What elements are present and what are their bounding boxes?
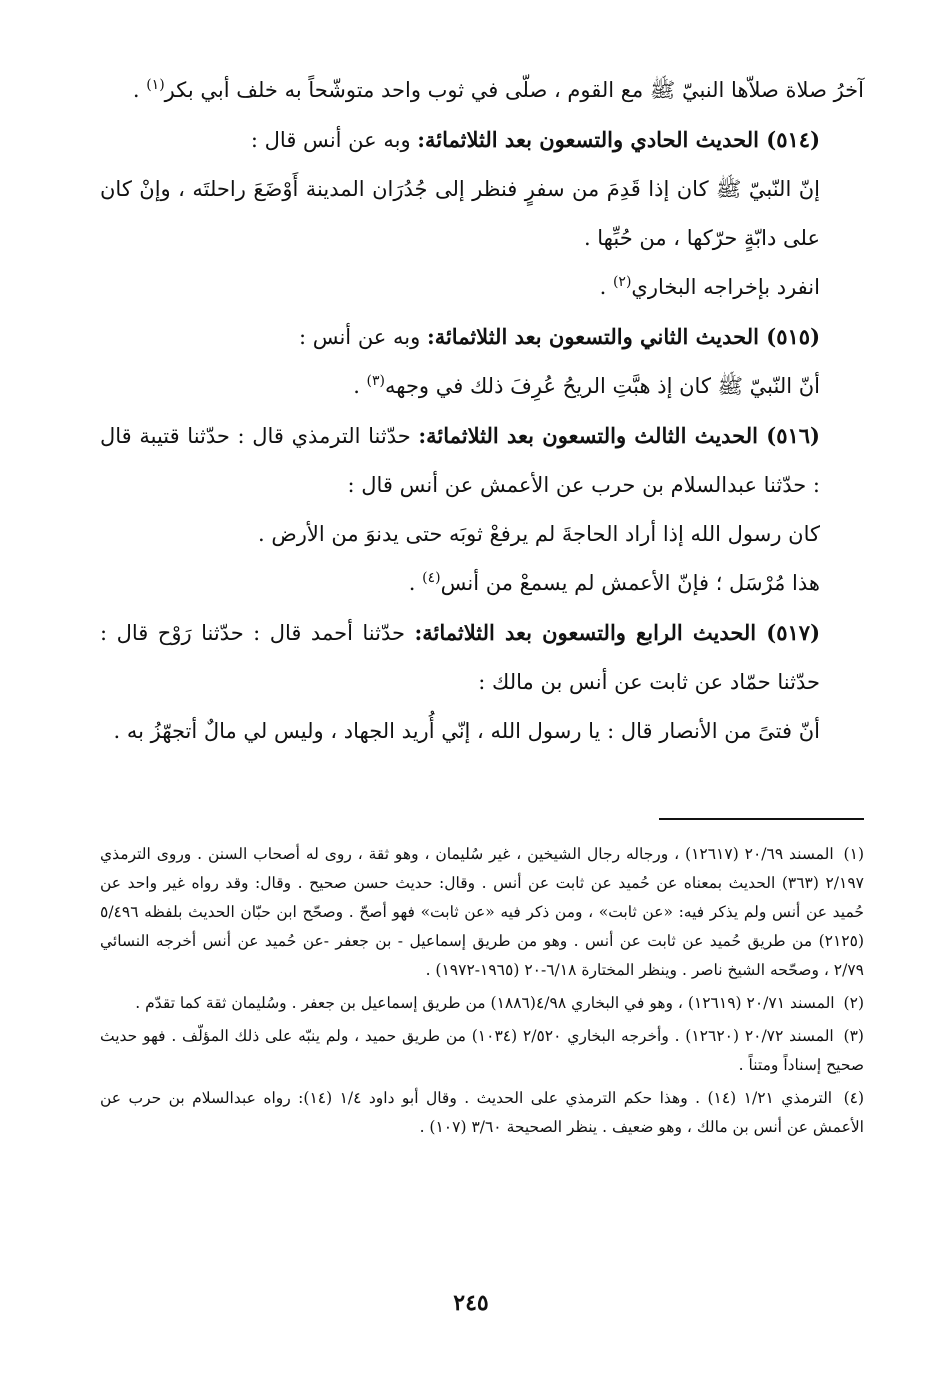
footnote-1 — [100, 840, 864, 985]
footnote-number: (٤) — [843, 1089, 865, 1107]
text-segment: آخرُ صلاة صلاّها النبيّ ﷺ مع القوم ، صلّى في ثوب واحد متوشّحاً به خلف أبي بكر — [164, 78, 864, 102]
hadith-title: (٥١٧) الحديث الرابع والتسعون بعد الثلاثمائة: — [414, 620, 820, 645]
footnotes — [100, 840, 864, 1146]
text-segment: أنّ فتىً من الأنصار قال : يا رسول الله ، إنّي أُريد الجهاد ، وليس لي مالٌ أتجهّزُ به . — [113, 719, 820, 743]
text-segment: وبه عن أنس : — [298, 325, 427, 349]
hadith-515-text — [100, 362, 864, 411]
footnote-text: الترمذي ١/٢١ (١٤) . وهذا حكم الترمذي على الحديث . وقال أبو داود ١/٤ (١٤): رواه عبدالسلام بن حرب عن الأعمش عن أنس بن مالك ، وهو ضعيف . ينظر الصحيحة ٣/٦٠ (١٠٧) . — [100, 1089, 864, 1136]
text-segment: حدّثنا الترمذي قال : حدّثنا قتيبة قال : حدّثنا عبدالسلام بن حرب عن الأعمش عن أنس قال : — [100, 424, 820, 497]
hadith-title: (٥١٦) الحديث الثالث والتسعون بعد الثلاثمائة: — [418, 423, 820, 448]
text-segment: كان رسول الله إذا أراد الحاجةَ لم يرفعْ ثوبَه حتى يدنوَ من الأرض . — [258, 522, 820, 546]
text-segment: . — [353, 374, 367, 398]
text-segment: . — [132, 78, 147, 102]
footnote-ref-2[interactable]: (٢) — [612, 274, 632, 290]
text-segment: . — [408, 571, 423, 595]
page-number: ٢٤٥ — [453, 1290, 489, 1316]
hadith-514-text — [100, 165, 864, 263]
hadith-517-heading — [100, 608, 864, 707]
footnote-number: (١) — [843, 845, 864, 863]
footnote-number: (٣) — [843, 1027, 864, 1045]
hadith-515-heading — [100, 312, 864, 362]
footnote-ref-4[interactable]: (٤) — [422, 570, 441, 586]
text-segment: هذا مُرْسَل ؛ فإنّ الأعمش لم يسمعْ من أنس — [440, 571, 820, 595]
footnote-3 — [100, 1022, 864, 1080]
footnote-text: المسند ٢٠/٧١ (١٢٦١٩) ، وهو في البخاري ٤/٩٨(١٨٨٦) من طريق إسماعيل بن جعفر . وسُليمان ثقة كما تقدّم . — [135, 994, 835, 1012]
footnote-4 — [100, 1084, 864, 1142]
hadith-title: (٥١٤) الحديث الحادي والتسعون بعد الثلاثمائة: — [417, 127, 820, 152]
hadith-516-note — [100, 559, 864, 608]
text-segment: أنّ النّبيّ ﷺ كان إذ هبَّتِ الريحُ عُرِفَ ذلك في وجهه — [385, 374, 820, 398]
text-segment: وبه عن أنس قال : — [250, 128, 418, 152]
footnote-divider — [659, 818, 864, 820]
hadith-title: (٥١٥) الحديث الثاني والتسعون بعد الثلاثمائة: — [426, 324, 820, 349]
text-segment: . — [599, 275, 613, 299]
text-segment: انفرد بإخراجه البخاري — [631, 275, 820, 299]
footnote-number: (٢) — [843, 994, 864, 1012]
footnote-2 — [100, 989, 864, 1018]
hadith-516-heading — [100, 411, 864, 510]
footnote-ref-1[interactable]: (١) — [146, 77, 165, 93]
main-text — [100, 66, 864, 756]
paragraph-1 — [100, 66, 864, 115]
footnote-ref-3[interactable]: (٣) — [366, 373, 386, 389]
footnote-text: المسند ٢٠/٦٩ (١٢٦١٧) ، ورجاله رجال الشيخين ، غير سُليمان ، وهو ثقة ، روى له أصحاب السنن . وروى الترمذي ٢/١٩٧ (٣٦٣) الحديث بمعناه عن حُميد عن ثابت عن أنس . وقال: حديث حسن صحيح . وقال: وقد رواه غير واحد عن حُميد عن أنس ولم يذكر فيه: «عن ثابت» ، ومن ذكر فيه «عن ثابت» فهو أصحّ . وصحّح ابن حبّان الحديث بلفظه ٥/٤٩٦ (٢١٢٥) من طريق حُميد عن ثابت عن أنس . وهو من طريق إسماعيل - بن جعفر -عن حُميد عن أنس أخرجه النسائي ٢/٧٩ ، وصحّحه الشيخ ناصر . وينظر المختارة ٦/١٨-٢٠ (١٩٦٥-١٩٧٢) . — [100, 845, 864, 979]
footnote-text: المسند ٢٠/٧٢ (١٢٦٢٠) . وأخرجه البخاري ٢/٥٢٠ (١٠٣٤) من طريق حميد ، ولم ينبّه على ذلك المؤلّف . فهو حديث صحيح إسناداً ومتناً . — [100, 1027, 864, 1074]
text-segment: حدّثنا أحمد قال : حدّثنا رَوْح قال : حدّثنا حمّاد عن ثابت عن أنس بن مالك : — [100, 621, 820, 694]
hadith-514-note — [100, 263, 864, 312]
text-segment: إنّ النّبيّ ﷺ كان إذا قَدِمَ من سفرٍ فنظر إلى جُدُرَان المدينة أَوْضَعَ راحلتَه ، وإنْ كان على دابّةٍ حرّكها ، من حُبِّها . — [100, 177, 820, 250]
hadith-516-text — [100, 510, 864, 559]
hadith-514-heading — [100, 115, 864, 165]
hadith-517-text — [100, 707, 864, 756]
